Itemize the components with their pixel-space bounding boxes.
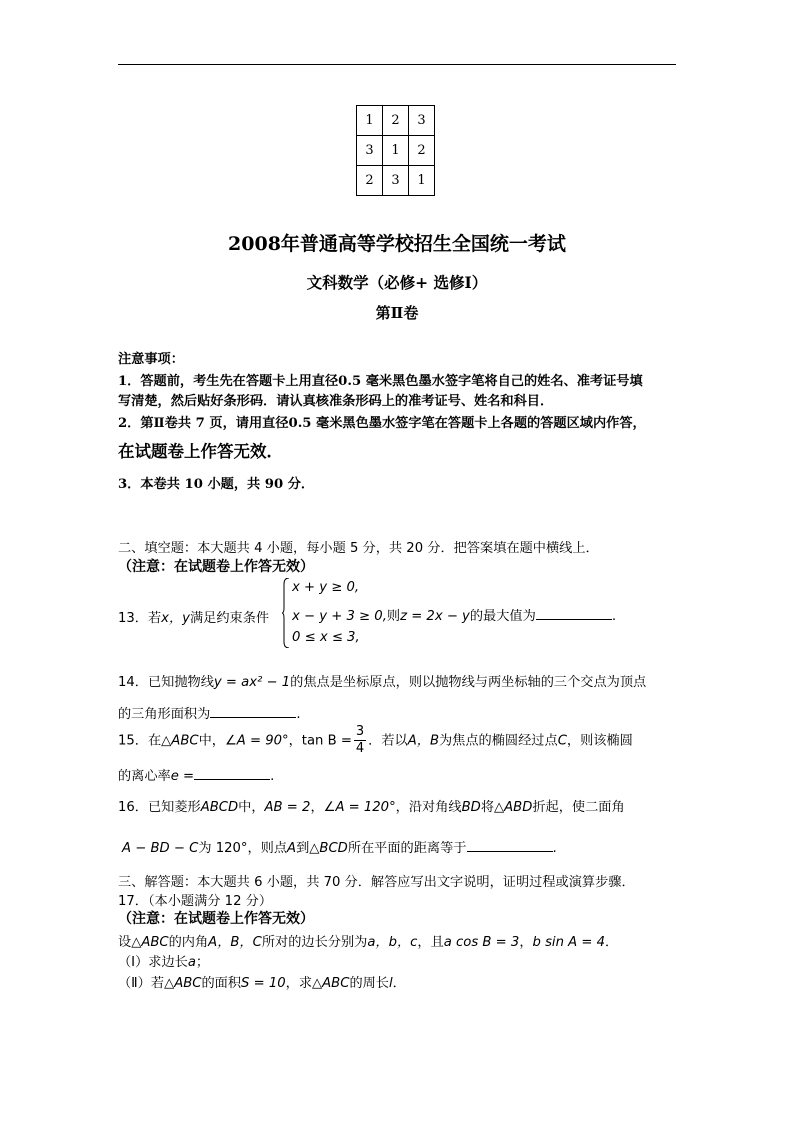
- q13-c1: x + y ≥ 0,: [292, 580, 360, 595]
- question-15-line-2: [118, 765, 274, 784]
- q16-end: .: [552, 841, 557, 856]
- q15-f: ，则该椭圆: [566, 733, 633, 749]
- question-16-line-2: [122, 837, 557, 856]
- notice-item-3: 3．本卷共 10 小题，共 90 分．: [118, 477, 315, 492]
- q17-tri: △ABC: [131, 935, 169, 950]
- q16-f: 折起，使二面角: [532, 800, 625, 815]
- volume-label: 第Ⅱ卷: [375, 304, 419, 322]
- q16-rh: ABCD: [200, 800, 239, 815]
- q15-g: 的离心率: [118, 769, 171, 784]
- fraction: [354, 724, 366, 757]
- section-2-note: （注意：在试题卷上作答无效）: [118, 559, 314, 575]
- q13-c2: x − y + 3 ≥ 0,: [292, 609, 387, 624]
- q16-c: ，: [310, 800, 324, 815]
- question-14-line-2: [118, 703, 301, 722]
- q16-i: 到: [296, 841, 310, 856]
- grid-cell: 2: [383, 106, 409, 136]
- number-grid: [356, 105, 435, 196]
- q14-end: .: [296, 707, 301, 722]
- grid-cell: 3: [409, 106, 435, 136]
- answer-blank[interactable]: [194, 779, 270, 780]
- q16-bcd: △BCD: [309, 841, 348, 856]
- question-15-line-1: 15．在△ABC中，∠A = 90°，tan B = $\frac{3}{4}$ ．若以A，B为焦点的椭圆经过点C，则该椭圆: [118, 724, 633, 756]
- question-16-line-1: [118, 796, 625, 815]
- q13-c3: 0 ≤ x ≤ 3,: [292, 630, 360, 645]
- grid-cell: 1: [357, 106, 383, 136]
- grid-cell: 2: [409, 136, 435, 166]
- notice-item-1b: 写清楚，然后贴好条形码．请认真核准条形码上的准考证号、姓名和科目．: [118, 394, 554, 409]
- question-17-part-1: [118, 951, 209, 970]
- answer-blank[interactable]: [467, 851, 553, 852]
- q17-part2-tri: △ABC: [164, 976, 202, 991]
- q13-mid: 满足约束条件: [189, 611, 270, 626]
- question-17-header: 17．（本小题满分 12 分）: [118, 894, 273, 909]
- q17-part1-var: a: [187, 955, 196, 970]
- q17-cond1: a cos B = 3: [443, 935, 520, 950]
- q14-c: 的三角形面积为: [118, 707, 211, 722]
- notice-item-2b: 在试题卷上作答无效．: [118, 442, 283, 461]
- q16-j: 所在平面的距离等于: [347, 841, 467, 856]
- q13-then: 则: [386, 609, 401, 624]
- fraction-denominator: 4: [355, 741, 365, 756]
- q13-expr: z = 2x − y: [400, 609, 470, 624]
- q15-pt: C: [557, 733, 567, 749]
- q17-part2-a: （Ⅱ）若: [118, 976, 165, 991]
- q17-e: ，: [519, 935, 533, 950]
- q13-suffix: 的最大值为: [469, 609, 536, 624]
- q17-f: ．: [605, 935, 619, 950]
- grid-cell: 1: [409, 166, 435, 196]
- q16-pa: A: [287, 841, 297, 856]
- q13-constraint-2: [292, 605, 616, 624]
- q17-part1-b: ；: [195, 955, 210, 970]
- q16-h: 为 120°，则点: [198, 841, 288, 856]
- q17-part2-c: ，求: [285, 976, 313, 991]
- grid-cell: 2: [357, 166, 383, 196]
- q15-d: A，B: [407, 733, 439, 749]
- question-13: [118, 607, 269, 626]
- grid-cell: 1: [383, 136, 409, 166]
- q17-cond2: b sin A = 4: [532, 935, 605, 950]
- q16-angle: ∠A = 120°: [323, 800, 396, 815]
- grid-row: [357, 136, 435, 166]
- q13-vars: x，y: [161, 611, 190, 626]
- q16-d: ，沿对角线: [395, 800, 462, 815]
- q17-part2-b: 的面积: [201, 976, 242, 991]
- q15-e: 为焦点的椭圆经过点: [439, 733, 558, 749]
- q16-a: 16．已知菱形: [118, 800, 201, 815]
- q14-a: 14．已知抛物线: [118, 675, 214, 690]
- section-2-heading: 二、填空题：本大题共 4 小题，每小题 5 分，共 20 分．把答案填在题中横线上．: [118, 541, 599, 556]
- answer-blank[interactable]: [536, 619, 612, 620]
- grid-cell: 3: [357, 136, 383, 166]
- section-3-note: （注意：在试题卷上作答无效）: [118, 911, 314, 927]
- question-17-part-2: [118, 972, 406, 991]
- q14-expr: y = ax² − 1: [213, 675, 291, 690]
- q15-a: 15．在: [118, 733, 162, 749]
- q16-b: 中，: [238, 800, 265, 815]
- q17-part1-a: （Ⅰ）求边长: [118, 955, 188, 970]
- q17-d: ，且: [417, 935, 444, 950]
- question-14-line-1: [118, 671, 646, 690]
- q15-ecc: e =: [170, 769, 195, 784]
- section-3-heading: 三、解答题：本大题共 6 小题，共 70 分．解答应写出文字说明，证明过程或演算步骤．: [118, 875, 635, 890]
- grid-cell: 3: [383, 166, 409, 196]
- q17-perim: l: [389, 976, 393, 991]
- header-rule: [118, 64, 676, 65]
- q16-abd: △ABD: [494, 800, 533, 815]
- question-17-stem: [118, 931, 618, 950]
- q17-b: 的内角: [168, 935, 209, 950]
- q17-part2-e: ．: [392, 976, 406, 991]
- q15-tri: △ABC: [161, 733, 199, 749]
- q17-a: 设: [118, 935, 132, 950]
- q16-bd: BD: [461, 800, 481, 815]
- fraction-numerator: 3: [355, 724, 365, 739]
- brace-icon: [282, 578, 289, 648]
- q16-e: 将: [480, 800, 494, 815]
- grid-row: [357, 106, 435, 136]
- q13-end: .: [611, 609, 617, 624]
- q15-end: .: [270, 769, 275, 784]
- exam-title: 2008年普通高等学校招生全国统一考试: [228, 233, 566, 255]
- q14-b: 的焦点是坐标原点，则以抛物线与两坐标轴的三个交点为顶点: [290, 675, 647, 690]
- notice-item-1a: 1．答题前，考生先在答题卡上用直径0.5 毫米黑色墨水签字笔将自己的姓名、准考证号填: [118, 374, 643, 389]
- q13-constraint-1: [292, 580, 359, 595]
- q17-part2-d: 的周长: [349, 976, 389, 991]
- q16-ab: AB = 2: [264, 800, 311, 815]
- q13-constraint-3: [292, 630, 360, 645]
- q17-sides: a，b，c: [367, 935, 418, 950]
- q15-tan: tan B =: [301, 733, 352, 749]
- answer-blank[interactable]: [210, 717, 296, 718]
- notice-heading: 注意事项：: [118, 352, 184, 367]
- q17-abc: A，B，C: [208, 935, 262, 950]
- q15-angle: ∠A = 90°: [224, 733, 289, 749]
- notice-item-2a: 2．第Ⅱ卷共 7 页，请用直径0.5 毫米黑色墨水签字笔在答题卡上各题的答题区域内作答，: [118, 416, 646, 431]
- q17-area: S = 10: [241, 976, 286, 991]
- q17-c: 所对的边长分别为: [261, 935, 368, 950]
- grid-row: [357, 166, 435, 196]
- q15-b: 中，: [198, 733, 225, 749]
- q13-prefix: 13．若: [118, 611, 162, 626]
- q17-part2-tri2: △ABC: [312, 976, 350, 991]
- exam-subtitle: 文科数学（必修+ 选修Ⅰ）: [306, 273, 488, 292]
- q16-g: A − BD − C: [122, 841, 199, 856]
- q15-c: ．若以: [368, 733, 408, 749]
